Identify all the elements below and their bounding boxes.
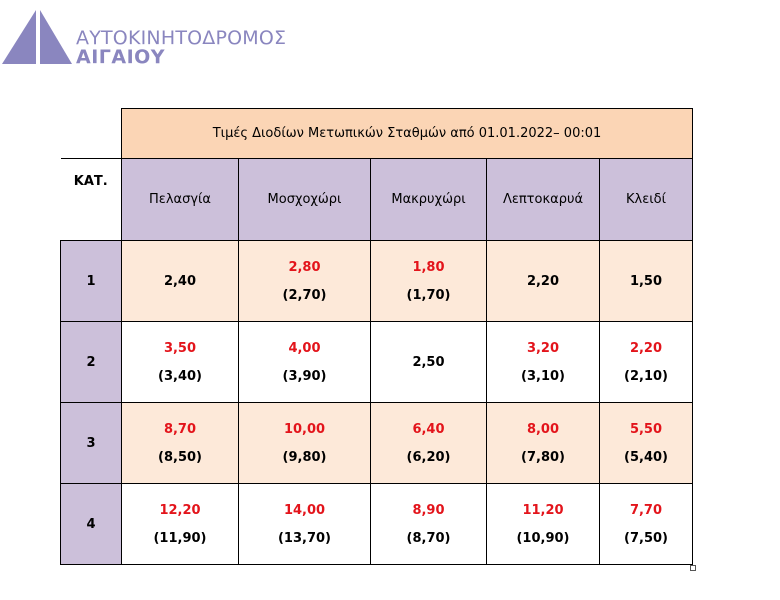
price-cell xyxy=(239,484,371,565)
previous-price: (8,70) xyxy=(406,530,451,546)
toll-prices-table xyxy=(60,108,693,565)
current-price: 4,00 xyxy=(288,340,321,356)
previous-price: (6,20) xyxy=(406,449,451,465)
current-price: 3,50 xyxy=(163,340,197,356)
price-cell xyxy=(487,322,600,403)
current-price: 2,20 xyxy=(526,273,560,289)
price-cell xyxy=(600,403,693,484)
station-header-moschochori: Μοσχοχώρι xyxy=(239,159,371,241)
current-price: 2,40 xyxy=(163,273,197,289)
station-header-leptokarya: Λεπτοκαρυά xyxy=(487,159,600,241)
previous-price: (8,50) xyxy=(158,449,202,465)
category-cell: 3 xyxy=(61,403,122,484)
price-cell xyxy=(487,484,600,565)
current-price: 2,80 xyxy=(288,259,321,275)
current-price: 2,20 xyxy=(629,340,663,356)
current-price: 12,20 xyxy=(159,502,201,518)
previous-price: (9,80) xyxy=(282,449,327,465)
table-row xyxy=(61,484,693,565)
price-cell xyxy=(371,484,487,565)
current-price: 8,70 xyxy=(163,421,197,437)
current-price: 8,90 xyxy=(412,502,445,518)
previous-price: (5,40) xyxy=(624,449,668,465)
price-cell xyxy=(239,403,371,484)
previous-price: (1,70) xyxy=(406,287,451,303)
category-cell: 2 xyxy=(61,322,122,403)
previous-price: (11,90) xyxy=(153,530,207,546)
current-price: 14,00 xyxy=(283,502,326,518)
category-header: ΚΑΤ. xyxy=(61,159,122,241)
current-price: 8,00 xyxy=(526,421,560,437)
previous-price: (2,10) xyxy=(624,368,668,384)
table-row xyxy=(61,322,693,403)
current-price: 5,50 xyxy=(629,421,663,437)
current-price: 10,00 xyxy=(283,421,326,437)
table-resize-handle[interactable] xyxy=(690,565,696,571)
company-logo xyxy=(0,0,300,70)
previous-price: (2,70) xyxy=(282,287,327,303)
price-cell xyxy=(600,484,693,565)
price-cell xyxy=(487,241,600,322)
aigaiou-triangle-logo-icon xyxy=(2,10,74,64)
previous-price: (7,50) xyxy=(624,530,668,546)
logo-text-line1: ΑΥΤΟΚΙΝΗΤΟΔΡΟΜΟΣ xyxy=(76,27,287,49)
category-cell: 1 xyxy=(61,241,122,322)
price-cell xyxy=(239,322,371,403)
price-cell xyxy=(122,484,239,565)
previous-price: (3,10) xyxy=(521,368,565,384)
previous-price: (7,80) xyxy=(521,449,565,465)
previous-price: (3,90) xyxy=(282,368,327,384)
previous-price: (3,40) xyxy=(158,368,202,384)
previous-price: (13,70) xyxy=(277,530,331,546)
category-cell: 4 xyxy=(61,484,122,565)
table-row xyxy=(61,241,693,322)
price-cell xyxy=(239,241,371,322)
table-title: Τιμές Διοδίων Μετωπικών Σταθμών από 01.01.2022– 00:01 xyxy=(122,109,693,159)
price-cell xyxy=(122,403,239,484)
current-price: 6,40 xyxy=(412,421,445,437)
price-cell xyxy=(600,241,693,322)
price-cell xyxy=(122,241,239,322)
current-price: 3,20 xyxy=(526,340,560,356)
current-price: 1,50 xyxy=(629,273,663,289)
station-header-pelasgia: Πελασγία xyxy=(122,159,239,241)
current-price: 1,80 xyxy=(412,259,445,275)
current-price: 2,50 xyxy=(412,354,445,370)
table-row xyxy=(61,403,693,484)
price-cell xyxy=(371,241,487,322)
table-corner-blank xyxy=(61,109,122,159)
station-header-kleidi: Κλειδί xyxy=(600,159,693,241)
previous-price: (10,90) xyxy=(516,530,570,546)
price-cell xyxy=(371,403,487,484)
current-price: 11,20 xyxy=(522,502,564,518)
current-price: 7,70 xyxy=(629,502,663,518)
price-cell xyxy=(371,322,487,403)
station-header-makrychori: Μακρυχώρι xyxy=(371,159,487,241)
logo-text-line2: ΑΙΓΑΙΟΥ xyxy=(76,46,166,68)
price-cell xyxy=(600,322,693,403)
price-cell xyxy=(122,322,239,403)
price-cell xyxy=(487,403,600,484)
